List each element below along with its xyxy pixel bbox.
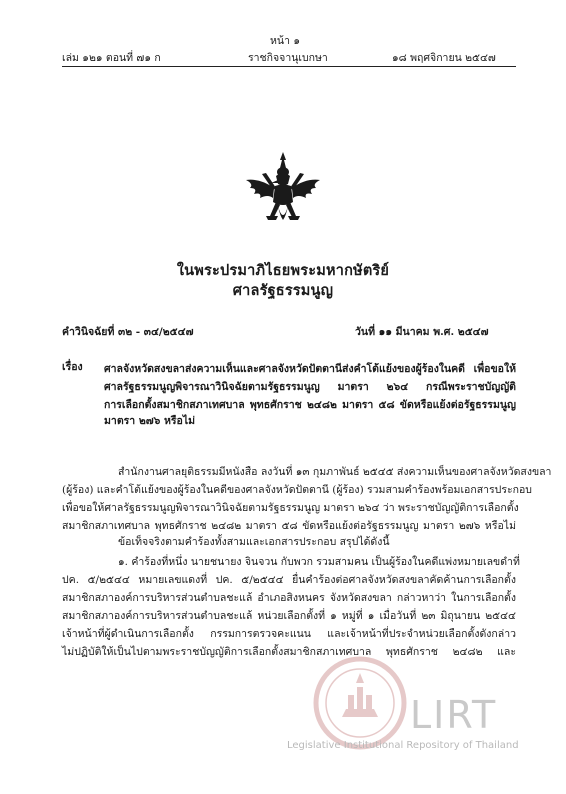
subject-line: การเลือกตั้งสมาชิกสภาเทศบาล พุทธศักราช ๒๔๘๒ มาตรา ๕๘ ขัดหรือแย้งต่อรัฐธรรมนูญ xyxy=(104,399,516,411)
paragraph-line: สำนักงานศาลยุติธรรมมีหนังสือ ลงวันที่ ๑๓ กุมภาพันธ์ ๒๕๔๕ ส่งความเห็นของศาลจังหวัดสงขลา xyxy=(118,466,552,478)
parliament-seal-icon xyxy=(312,655,408,751)
paragraph-line: สมาชิกสภาเทศบาล พุทธศักราช ๒๔๘๒ มาตรา ๕๘ ขัดหรือแย้งต่อรัฐธรรมนูญ มาตรา ๒๗๖ หรือไม่ xyxy=(62,520,516,532)
court-name: ศาลรัฐธรรมนูญ xyxy=(232,282,334,299)
subject-line: ศาลจังหวัดสงขลาส่งความเห็นและศาลจังหวัดปัตตานีส่งคำโต้แย้งของผู้ร้องในคดี เพื่อขอให้ xyxy=(104,363,516,375)
ruling-number: คำวินิจฉัยที่ ๓๒ - ๓๔/๒๕๔๗ xyxy=(62,326,194,338)
paragraph-line: สมาชิกสภาองค์การบริหารส่วนตำบลชะแล้ อำเภอสิงหนคร จังหวัดสงขลา กล่าวหาว่า ในการเลือกตั้ง xyxy=(62,592,516,604)
ruling-date: วันที่ ๑๑ มีนาคม พ.ศ. ๒๕๔๗ xyxy=(355,326,489,338)
subject-line: ศาลรัฐธรรมนูญพิจารณาวินิจฉัยตามรัฐธรรมนูญ มาตรา ๒๖๔ กรณีพระราชบัญญัติ xyxy=(104,381,516,393)
garuda-emblem-icon xyxy=(240,150,326,234)
paragraph-line: เพื่อขอให้ศาลรัฐธรรมนูญพิจารณาวินิจฉัยตามรัฐธรรมนูญ มาตรา ๒๖๔ ว่า พระราชบัญญัติการเลือกตั้ง xyxy=(62,502,519,514)
paragraph-line: ข้อเท็จจริงตามคำร้องทั้งสามและเอกสารประกอบ สรุปได้ดังนี้ xyxy=(118,536,390,548)
gazette-name: ราชกิจจานุเบกษา xyxy=(248,52,328,64)
publication-date: ๑๘ พฤศจิกายน ๒๕๔๗ xyxy=(392,52,496,64)
paragraph-line: ไม่ปฏิบัติให้เป็นไปตามพระราชบัญญัติการเลือกตั้งสมาชิกสภาเทศบาล พุทธศักราช ๒๔๘๒ และ xyxy=(62,646,516,658)
subject-label: เรื่อง xyxy=(62,361,83,373)
paragraph-line: ๑. คำร้องที่หนึ่ง นายชนายง จินจวน กับพวก รวมสามคน เป็นผู้ร้องในคดีแพ่งหมายเลขดำที่ xyxy=(118,556,520,568)
watermark-caption: Legislative Institutional Repository of Thailand xyxy=(287,740,519,751)
paragraph-line: สมาชิกสภาองค์การบริหารส่วนตำบลชะแล้ หน่วยเลือกตั้งที่ ๑ หมู่ที่ ๑ เมื่อวันที่ ๒๓ มิถุนายน ๒๕๔๔ xyxy=(62,610,516,622)
volume-issue: เล่ม ๑๒๑ ตอนที่ ๗๑ ก xyxy=(62,52,161,64)
paragraph-line: ปค. ๕/๒๕๔๔ หมายเลขแดงที่ ปค. ๕/๒๕๔๔ ยื่นคำร้องต่อศาลจังหวัดสงขลาคัดค้านการเลือกตั้ง xyxy=(62,574,516,586)
page-number: หน้า ๑ xyxy=(270,35,300,47)
paragraph-line: เจ้าหน้าที่ผู้ดำเนินการเลือกตั้ง กรรมการตรวจคะแนน และเจ้าหน้าที่ประจำหน่วยเลือกตั้งดังกล่าว xyxy=(62,628,516,640)
paragraph-line: (ผู้ร้อง) และคำโต้แย้งของผู้ร้องในคดีของศาลจังหวัดปัตตานี (ผู้ร้อง) รวมสามคำร้องพร้อมเอกสารประกอบ xyxy=(62,484,532,496)
royal-title: ในพระปรมาภิไธยพระมหากษัตริย์ xyxy=(176,262,390,279)
header-rule xyxy=(62,66,516,67)
watermark-logo-text: LIRT xyxy=(410,693,498,737)
subject-line: มาตรา ๒๗๖ หรือไม่ xyxy=(104,415,196,427)
